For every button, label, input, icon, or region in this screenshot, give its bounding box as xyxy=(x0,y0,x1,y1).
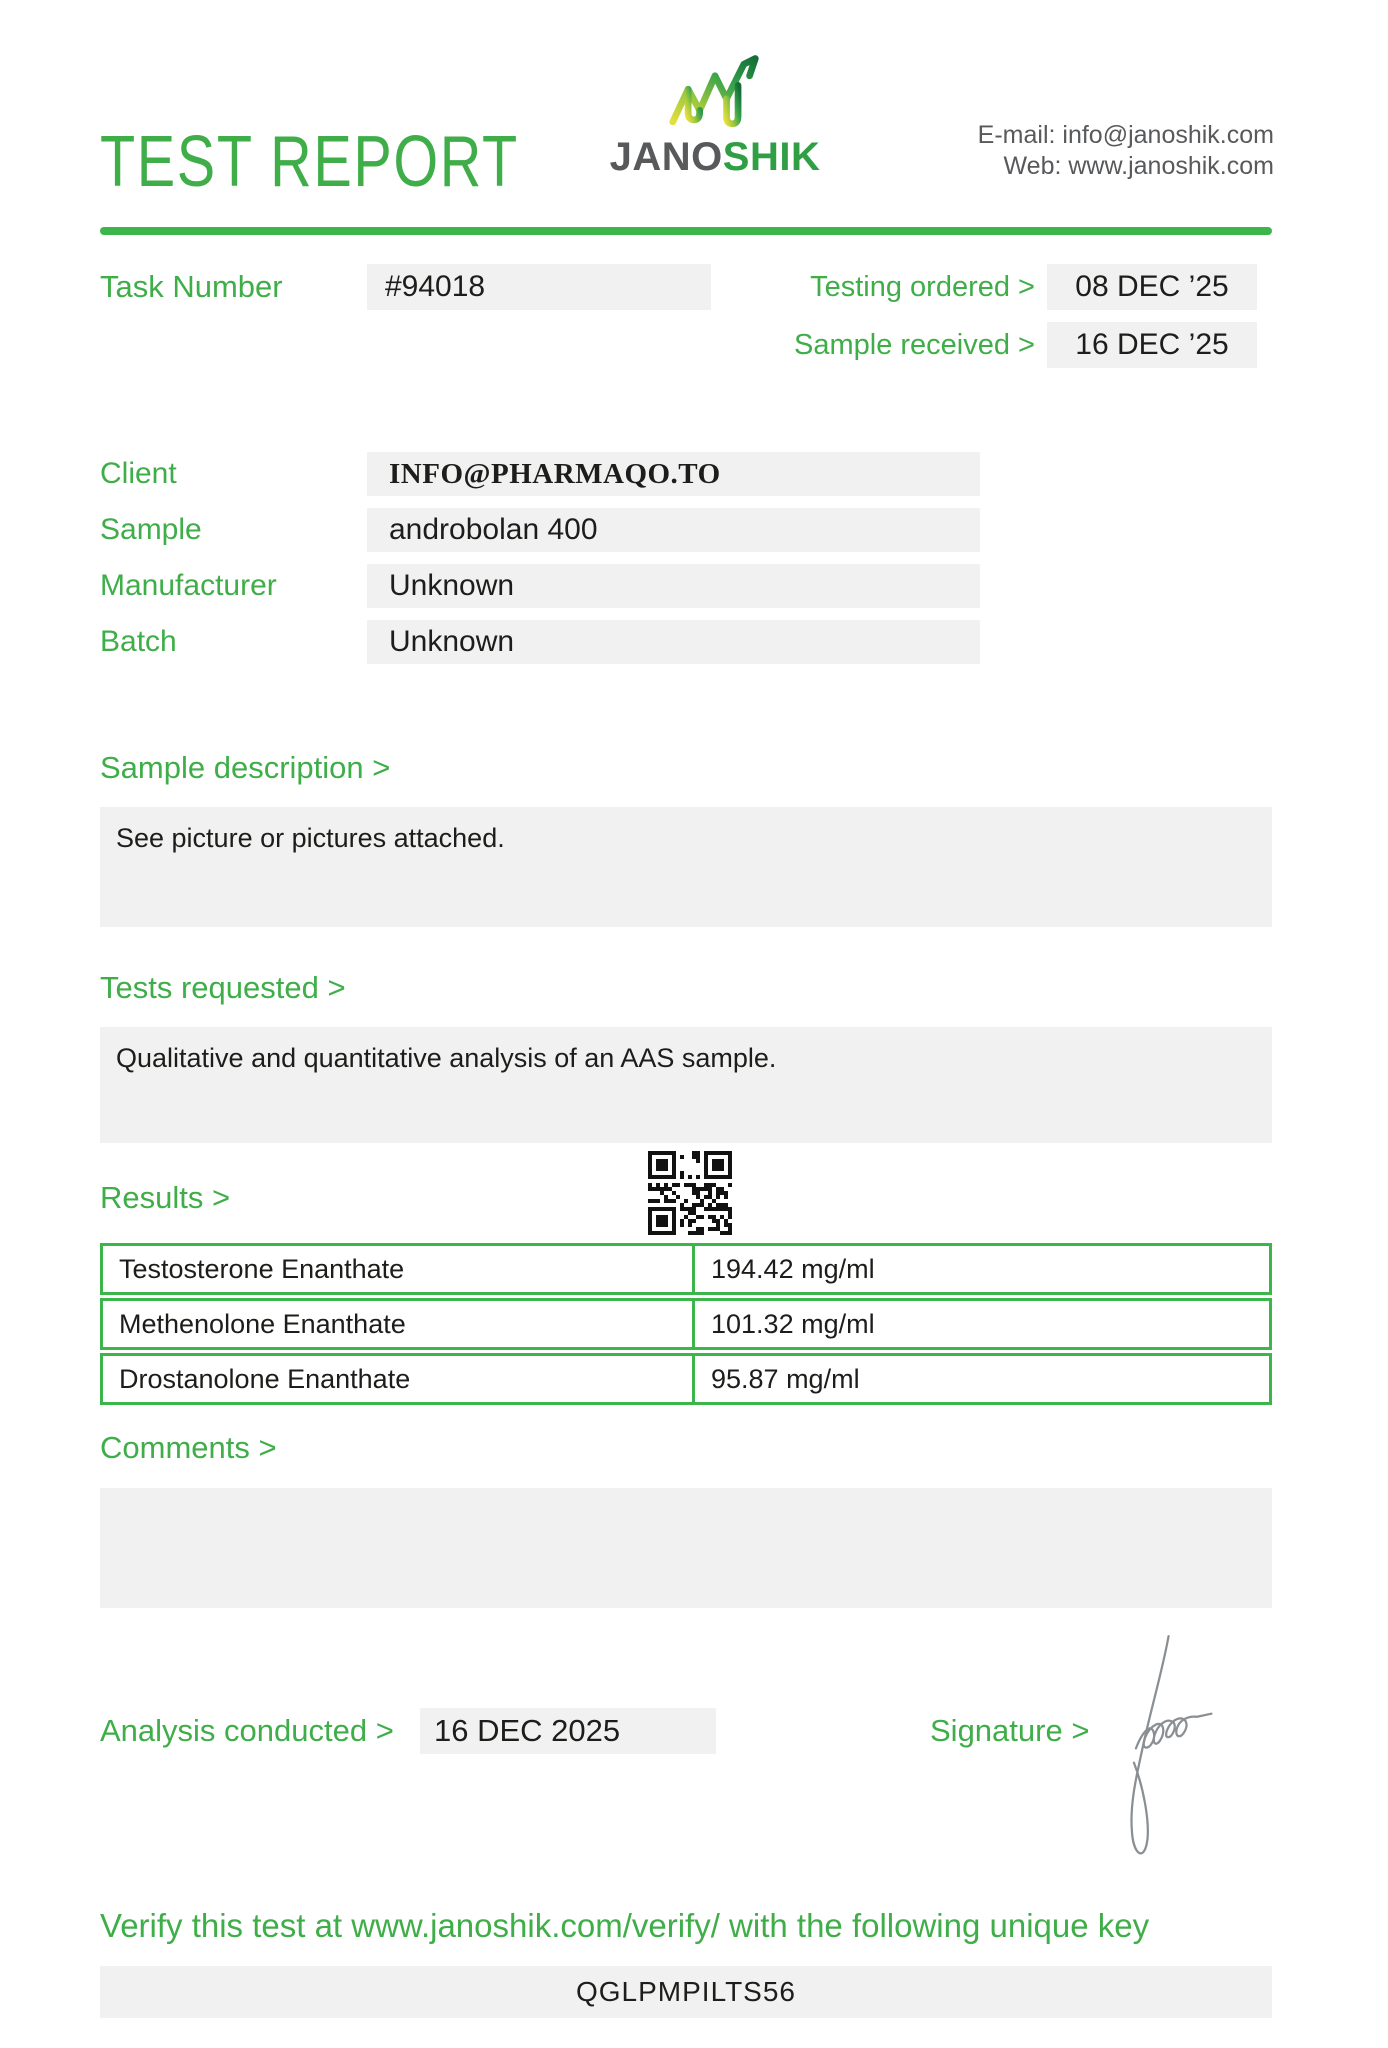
result-compound: Drostanolone Enanthate xyxy=(103,1356,695,1402)
testing-ordered-value: 08 DEC ’25 xyxy=(1047,264,1257,310)
result-value: 101.32 mg/ml xyxy=(711,1308,875,1339)
analysis-conducted-label: Analysis conducted > xyxy=(100,1713,394,1748)
verify-instruction: Verify this test at www.janoshik.com/verify/ with the following unique key xyxy=(100,1907,1150,1944)
client-label: Client xyxy=(100,457,177,490)
result-value: 95.87 mg/ml xyxy=(711,1363,860,1394)
contact-info xyxy=(978,120,1274,182)
results-row xyxy=(100,1243,1272,1295)
results-row xyxy=(100,1353,1272,1405)
handwritten-signature xyxy=(1108,1628,1223,1883)
comments-heading: Comments > xyxy=(100,1430,277,1465)
signature-label: Signature > xyxy=(930,1713,1090,1748)
result-compound: Testosterone Enanthate xyxy=(103,1246,695,1292)
sample-description-heading: Sample description > xyxy=(100,750,391,785)
tests-requested-box xyxy=(100,1027,1272,1143)
results-row xyxy=(100,1298,1272,1350)
unique-key-value: QGLPMPILTS56 xyxy=(100,1966,1272,2018)
tests-requested-heading: Tests requested > xyxy=(100,970,346,1005)
sample-description-text: See picture or pictures attached. xyxy=(116,823,505,853)
results-heading: Results > xyxy=(100,1180,231,1215)
result-value: 194.42 mg/ml xyxy=(711,1253,875,1284)
result-compound: Methenolone Enanthate xyxy=(103,1301,695,1347)
header-divider xyxy=(100,227,1272,235)
tests-requested-text: Qualitative and quantitative analysis of an AAS sample. xyxy=(116,1043,777,1073)
sample-description-box xyxy=(100,807,1272,927)
logo-shik: SHIK xyxy=(722,135,821,179)
logo xyxy=(600,54,830,178)
qr-code xyxy=(648,1151,732,1235)
batch-value: Unknown xyxy=(367,620,980,664)
contact-email: E-mail: info@janoshik.com xyxy=(977,121,1274,149)
comments-text xyxy=(100,1488,1272,1504)
chart-growth-icon xyxy=(667,54,763,136)
manufacturer-value: Unknown xyxy=(367,564,980,608)
sample-label: Sample xyxy=(100,513,202,546)
client-value: INFO@PHARMAQO.TO xyxy=(367,452,980,496)
batch-label: Batch xyxy=(100,625,177,658)
logo-wordmark xyxy=(600,136,830,178)
logo-jano: JANO xyxy=(609,135,723,179)
sample-received-label: Sample received > xyxy=(794,329,1035,361)
comments-box xyxy=(100,1488,1272,1608)
analysis-date-value: 16 DEC 2025 xyxy=(420,1708,716,1754)
contact-web: Web: www.janoshik.com xyxy=(1003,152,1274,180)
sample-value: androbolan 400 xyxy=(367,508,980,552)
testing-ordered-label: Testing ordered > xyxy=(810,271,1035,303)
task-number-label: Task Number xyxy=(100,269,283,304)
sample-received-value: 16 DEC ’25 xyxy=(1047,322,1257,368)
page-title: TEST REPORT xyxy=(100,122,519,202)
task-number-value: #94018 xyxy=(367,264,711,310)
manufacturer-label: Manufacturer xyxy=(100,569,277,602)
results-table xyxy=(100,1243,1272,1408)
